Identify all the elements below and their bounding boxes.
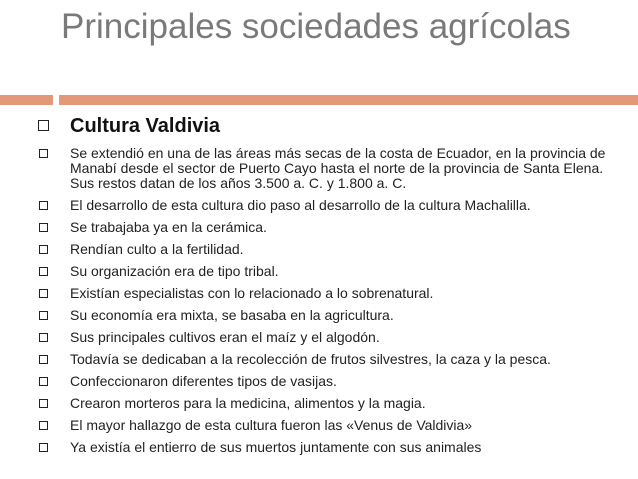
accent-bar-left: [0, 95, 53, 105]
square-bullet-icon: [38, 120, 49, 131]
square-bullet-icon: [39, 355, 48, 364]
list-item: [38, 352, 613, 367]
list-item: [38, 396, 613, 411]
bullet-text: Rendían culto a la fertilidad.: [70, 241, 244, 257]
bullet-text: Confeccionaron diferentes tipos de vasijas.: [70, 373, 337, 389]
section-heading-text: Cultura Valdivia: [70, 115, 221, 137]
square-bullet-icon: [39, 311, 48, 320]
list-item: [38, 330, 613, 345]
bullet-text: Su organización era de tipo tribal.: [70, 263, 279, 279]
list-item: [38, 286, 613, 301]
bullet-text: Ya existía el entierro de sus muertos juntamente con sus animales: [70, 439, 482, 455]
list-item: [38, 440, 613, 455]
square-bullet-icon: [39, 149, 48, 158]
square-bullet-icon: [39, 223, 48, 232]
list-item: [38, 146, 613, 191]
square-bullet-icon: [39, 443, 48, 452]
bullet-text: El desarrollo de esta cultura dio paso al desarrollo de la cultura Machalilla.: [70, 197, 531, 213]
list-item: [38, 418, 613, 433]
list-item: [38, 242, 613, 257]
bullet-text: Se extendió en una de las áreas más secas de la costa de Ecuador, en la provincia de Manabí desde el sector de Puerto Cayo hasta el norte de la provincia de Santa Elena. Sus restos datan de los años 3.500 a. C. y 1.800 a. C.: [70, 145, 606, 191]
bullet-text: Su economía era mixta, se basaba en la agricultura.: [70, 307, 394, 323]
list-item: [38, 374, 613, 389]
bullet-text: Sus principales cultivos eran el maíz y el algodón.: [70, 329, 380, 345]
bullet-text: Se trabajaba ya en la cerámica.: [70, 219, 267, 235]
square-bullet-icon: [39, 399, 48, 408]
list-item: [38, 264, 613, 279]
list-item: [38, 198, 613, 213]
bullet-text: Existían especialistas con lo relacionado a lo sobrenatural.: [70, 285, 434, 301]
square-bullet-icon: [39, 201, 48, 210]
square-bullet-icon: [39, 333, 48, 342]
square-bullet-icon: [39, 267, 48, 276]
bullet-text: Crearon morteros para la medicina, alimentos y la magia.: [70, 395, 426, 411]
square-bullet-icon: [39, 289, 48, 298]
bullet-text: El mayor hallazgo de esta cultura fueron las «Venus de Valdivia»: [70, 417, 473, 433]
list-item: [38, 220, 613, 235]
accent-bar-right: [59, 95, 638, 105]
square-bullet-icon: [39, 377, 48, 386]
bullet-text: Todavía se dedicaban a la recolección de frutos silvestres, la caza y la pesca.: [70, 351, 551, 367]
square-bullet-icon: [39, 421, 48, 430]
square-bullet-icon: [39, 245, 48, 254]
slide-title: Principales sociedades agrícolas: [61, 7, 571, 46]
list-item: [38, 308, 613, 323]
bullet-list: [38, 146, 613, 462]
